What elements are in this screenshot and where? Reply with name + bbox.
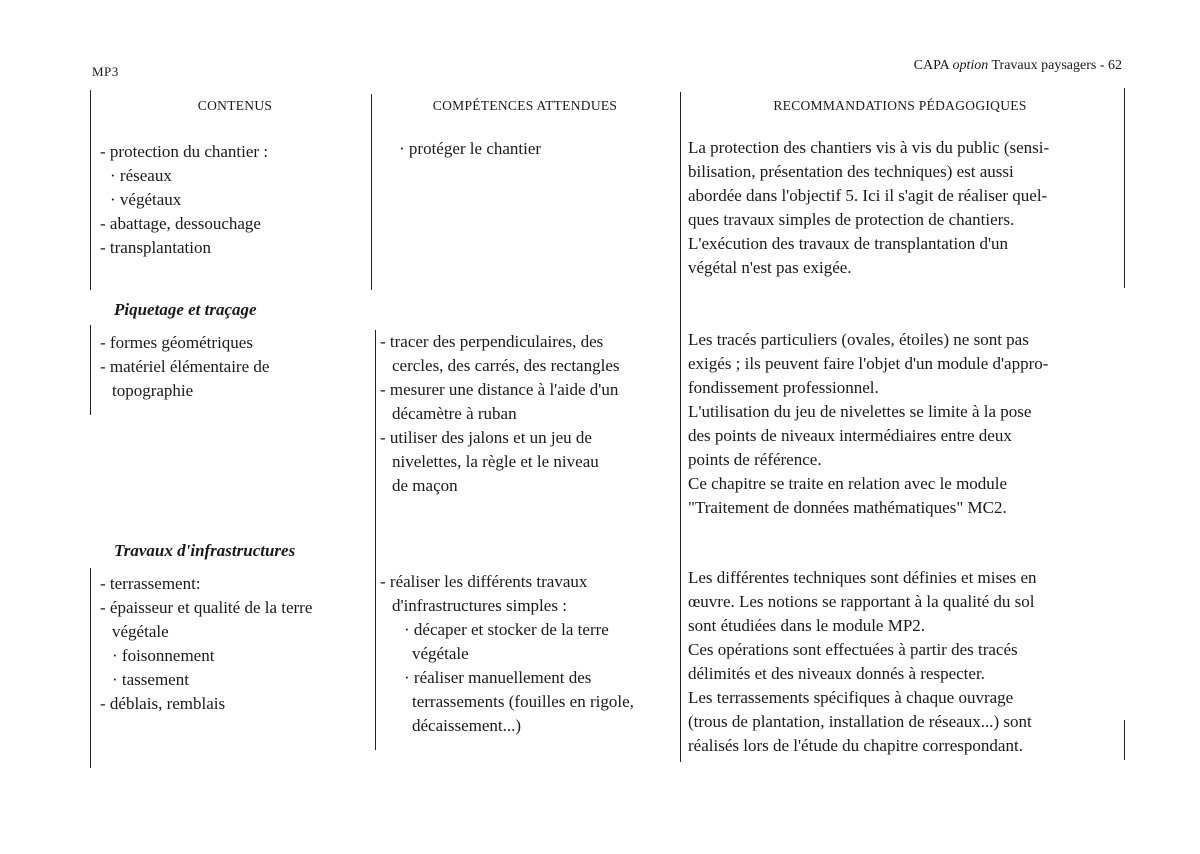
section2-contenus [100,331,269,403]
column-divider-left-2 [90,325,91,415]
document-title-option: option [952,58,989,73]
paragraph-line: Ce chapitre se traite en relation avec le module [688,474,1008,493]
section1-recommandations [688,136,1049,280]
section3-title: Travaux d'infrastructures [114,541,296,560]
paragraph-line: réalisés lors de l'étude du chapitre correspondant. [688,736,1023,755]
paragraph-line: fondissement professionnel. [688,378,879,397]
column-divider-right-2 [1124,720,1125,760]
list-item: décaissement...) [412,716,522,735]
list-item: - matériel élémentaire de [100,357,270,376]
list-item: · végétaux [110,190,182,209]
list-item: - mesurer une distance à l'aide d'un [380,380,619,399]
list-item: topographie [112,381,194,400]
paragraph-line: ques travaux simples de protection de chantiers. [688,210,1015,229]
paragraph-line: (trous de plantation, installation de réseaux...) sont [688,712,1032,731]
section3-competences [380,570,634,738]
list-item: - protection du chantier : [100,142,269,161]
list-item: - utiliser des jalons et un jeu de [380,428,592,447]
paragraph-line: "Traitement de données mathématiques" MC2. [688,498,1007,517]
section2-competences [380,330,619,498]
column-divider-left [90,90,91,290]
module-code: MP3 [92,64,119,79]
paragraph-line: délimités et des niveaux donnés à respecter. [688,664,985,683]
list-item: · réseaux [110,166,172,185]
paragraph-line: des points de niveaux intermédiaires entre deux [688,426,1012,445]
column-divider-1 [371,94,372,290]
list-item: nivelettes, la règle et le niveau [392,452,599,471]
document-title-prefix: CAPA [913,58,953,73]
paragraph-line: L'exécution des travaux de transplantation d'un [688,234,1009,253]
list-item: - réaliser les différents travaux [380,572,588,591]
list-item: - formes géométriques [100,333,253,352]
list-item: · décaper et stocker de la terre [404,620,609,639]
paragraph-line: œuvre. Les notions se rapportant à la qualité du sol [688,592,1035,611]
paragraph-line: Les différentes techniques sont définies et mises en [688,568,1037,587]
paragraph-line: sont étudiées dans le module MP2. [688,616,926,635]
list-item: d'infrastructures simples : [392,596,567,615]
paragraph-line: végétal n'est pas exigée. [688,258,852,277]
list-item: · tassement [112,670,189,689]
list-item: terrassements (fouilles en rigole, [412,692,634,711]
list-item: décamètre à ruban [392,404,517,423]
list-item: - abattage, dessouchage [100,214,261,233]
list-item: végétale [412,644,469,663]
list-item: · protéger le chantier [399,139,542,158]
section2-recommandations [688,328,1048,520]
paragraph-line: points de référence. [688,450,822,469]
list-item: · réaliser manuellement des [404,668,592,687]
paragraph-line: abordée dans l'objectif 5. Ici il s'agit de réaliser quel- [688,186,1048,205]
column-header-contenus: CONTENUS [197,98,273,113]
document-title-suffix: Travaux paysagers - 62 [988,58,1122,73]
column-divider-right [1124,88,1125,288]
paragraph-line: bilisation, présentation des techniques) est aussi [688,162,1014,181]
section1-competences [399,137,541,161]
paragraph-line: Les tracés particuliers (ovales, étoiles) ne sont pas [688,330,1029,349]
document-title [914,58,1122,74]
column-header-competences: COMPÉTENCES ATTENDUES [432,98,618,113]
paragraph-line: La protection des chantiers vis à vis du public (sensi- [688,138,1050,157]
paragraph-line: Ces opérations sont effectuées à partir des tracés [688,640,1018,659]
column-header-recommandations: RECOMMANDATIONS PÉDAGOGIQUES [773,98,1027,113]
list-item: cercles, des carrés, des rectangles [392,356,620,375]
list-item: - terrassement: [100,574,201,593]
list-item: - déblais, remblais [100,694,226,713]
paragraph-line: Les terrassements spécifiques à chaque ouvrage [688,688,1014,707]
paragraph-line: exigés ; ils peuvent faire l'objet d'un module d'appro- [688,354,1049,373]
list-item: · foisonnement [112,646,215,665]
list-item: - épaisseur et qualité de la terre [100,598,313,617]
section3-recommandations [688,566,1037,758]
list-item: de maçon [392,476,458,495]
section3-contenus [100,572,312,716]
section2-title: Piquetage et traçage [114,300,257,319]
list-item: - transplantation [100,238,211,257]
column-divider-2 [680,92,681,762]
column-divider-1b [375,330,376,750]
paragraph-line: L'utilisation du jeu de nivelettes se limite à la pose [688,402,1032,421]
column-divider-left-3 [90,568,91,768]
section1-contenus [100,140,268,260]
list-item: végétale [112,622,169,641]
list-item: - tracer des perpendiculaires, des [380,332,604,351]
